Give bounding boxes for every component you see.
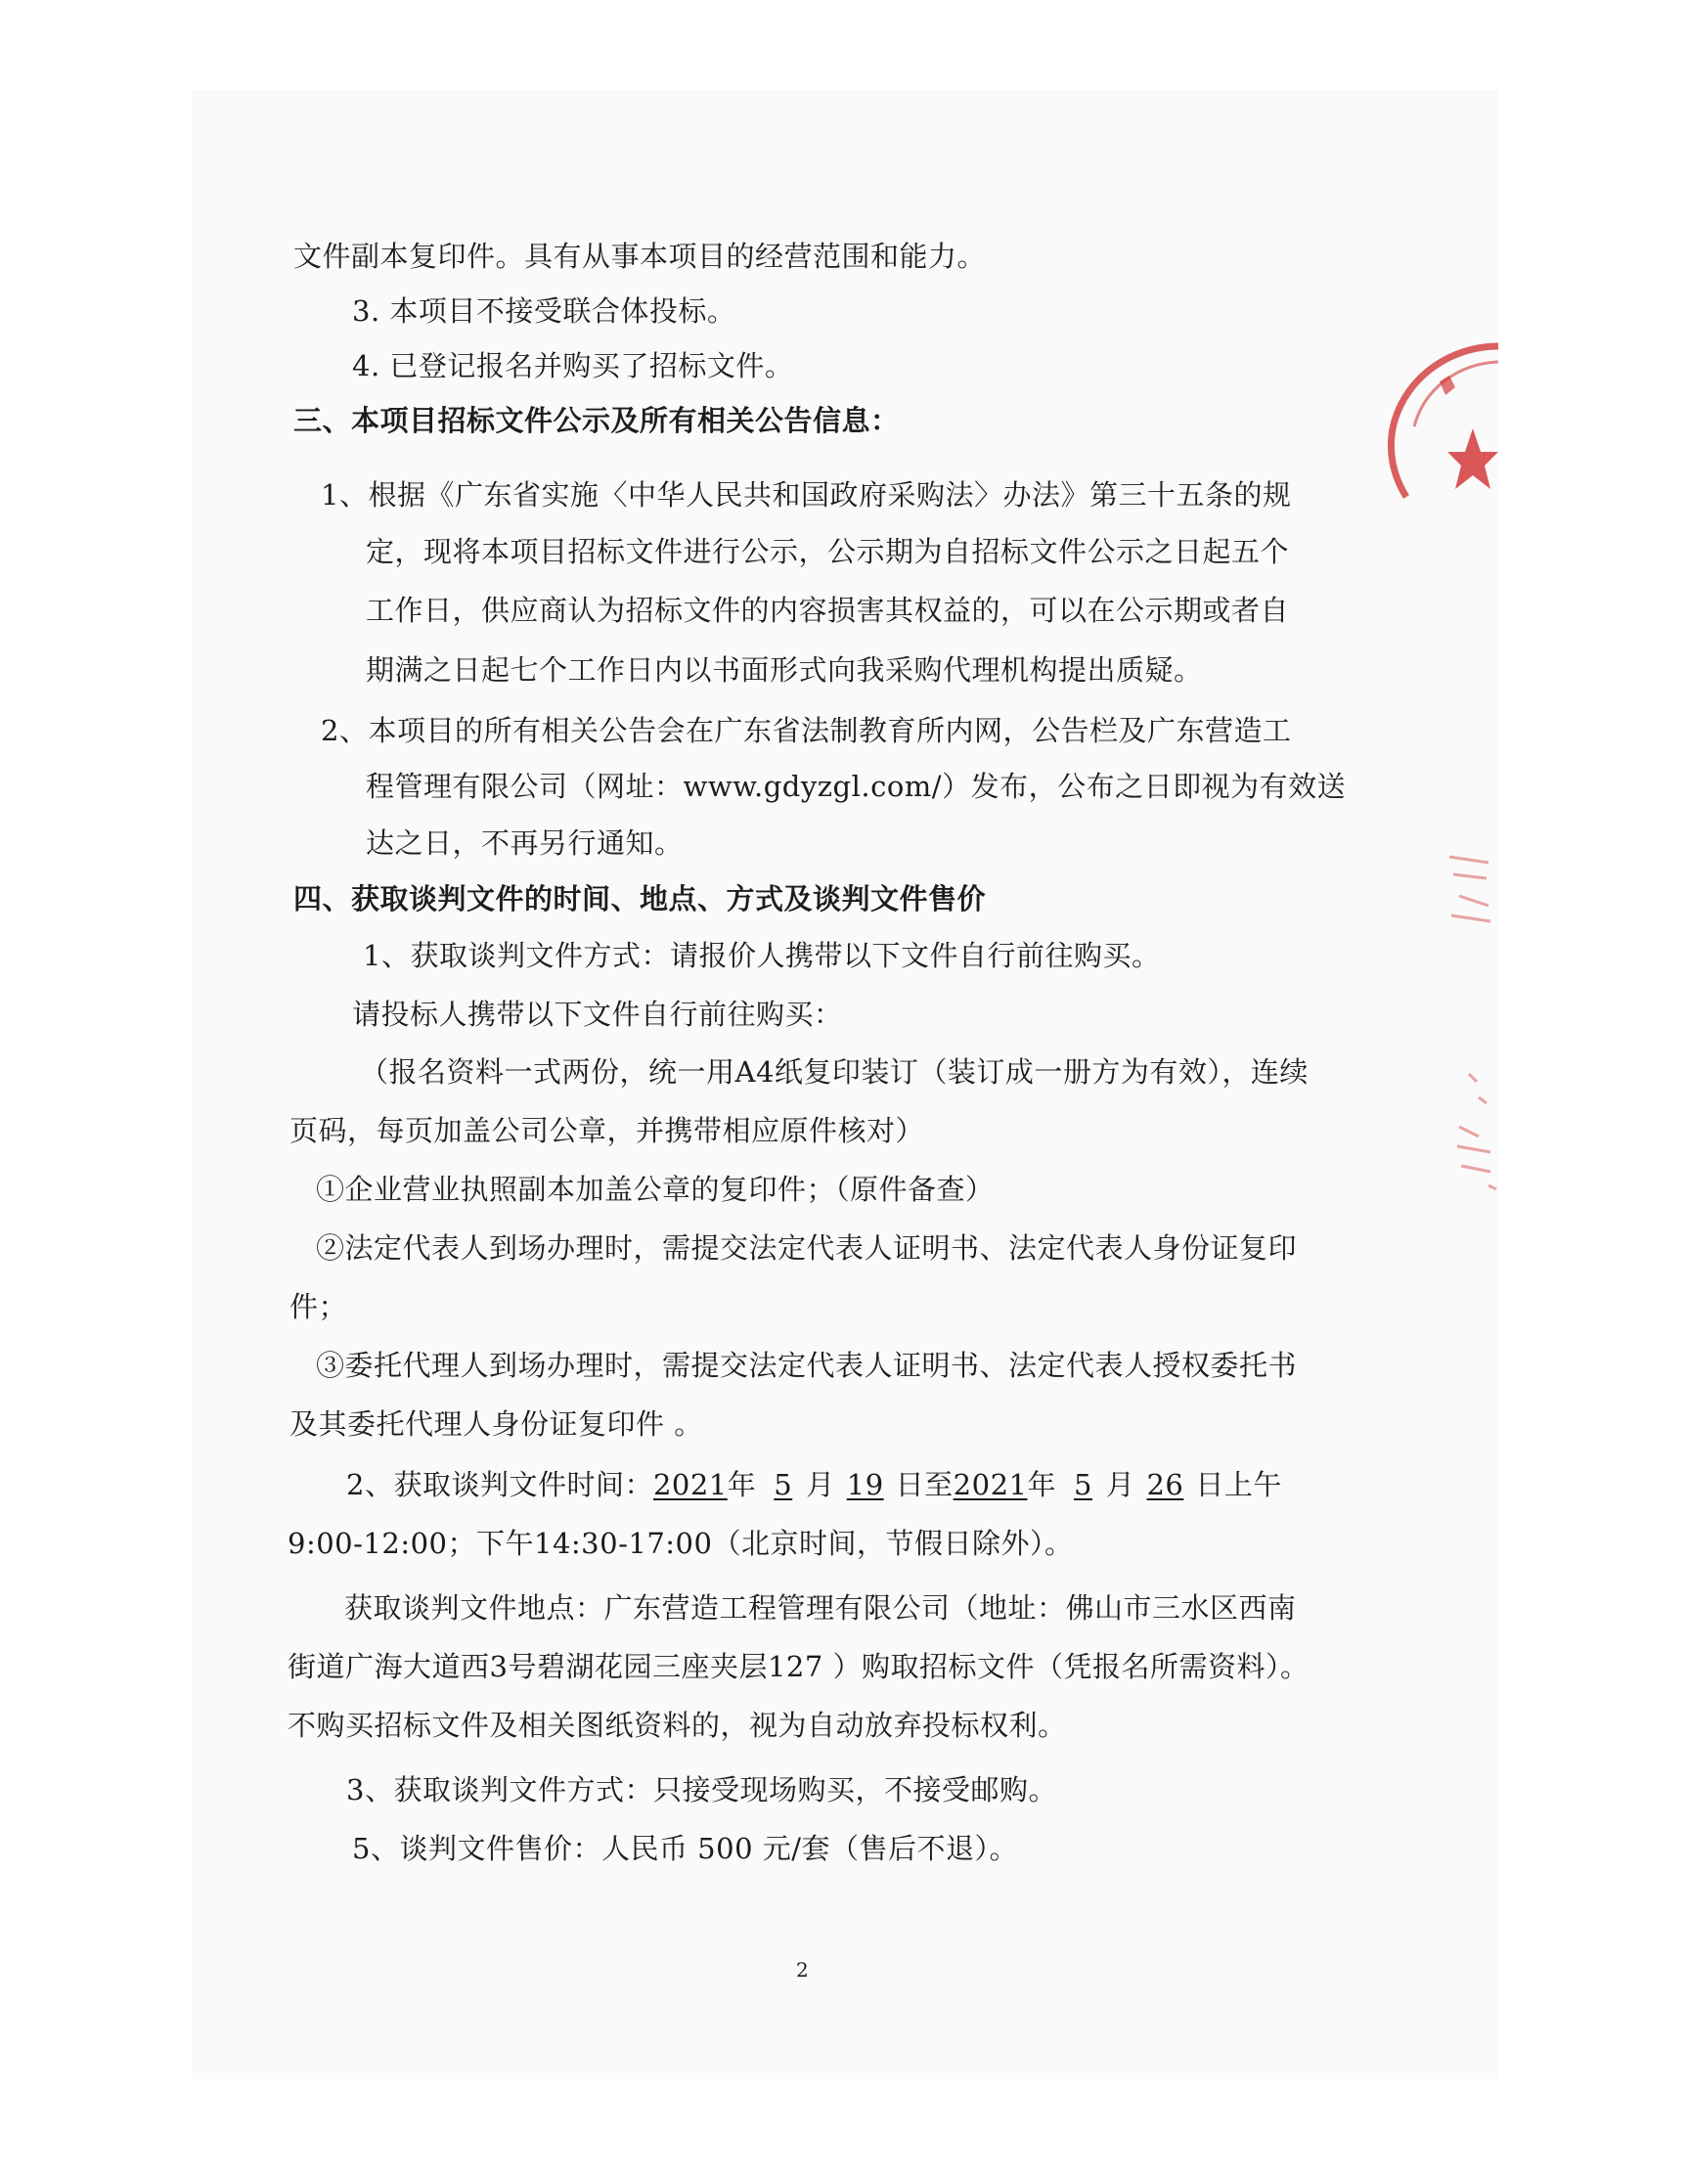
text-line: ①企业营业执照副本加盖公章的复印件；（原件备查）: [316, 1173, 995, 1206]
text-line: 街道广海大道西3号碧湖花园三座夹层127 ）购取招标文件（凭报名所需资料）。: [288, 1650, 1310, 1683]
text-line: 4. 已登记报名并购买了招标文件。: [352, 349, 794, 382]
text-line: 5、谈判文件售价：人民币 500 元/套（售后不退）。: [352, 1832, 1019, 1865]
page-number: 2: [796, 1958, 809, 1982]
start-day: 19: [846, 1468, 884, 1501]
start-month: 5: [774, 1468, 793, 1501]
text-line: 达之日，不再另行通知。: [366, 826, 684, 860]
start-year: 2021: [652, 1468, 728, 1501]
red-seal-icon: [1383, 342, 1498, 499]
red-seal-fragment-icon: [1440, 847, 1498, 925]
text-line: 2、本项目的所有相关公告会在广东省法制教育所内网，公告栏及广东营造工: [321, 714, 1292, 747]
red-seal-fragment-icon: [1440, 1068, 1498, 1195]
end-day: 26: [1146, 1468, 1184, 1501]
text-line: （报名资料一式两份，统一用A4纸复印装订（装订成一册方为有效），连续: [360, 1055, 1309, 1089]
time-line: [346, 1465, 1282, 1504]
text-line: 3、获取谈判文件方式：只接受现场购买，不接受邮购。: [346, 1773, 1057, 1806]
text-line: 工作日，供应商认为招标文件的内容损害其权益的，可以在公示期或者自: [366, 594, 1290, 627]
document-page: [192, 90, 1498, 2079]
to-text: 日至: [895, 1468, 954, 1501]
section-heading-3: 三、本项目招标文件公示及所有相关公告信息：: [293, 404, 900, 437]
year-unit: 年: [727, 1468, 757, 1501]
year-unit: 年: [1027, 1468, 1056, 1501]
text-line: ②法定代表人到场办理时，需提交法定代表人证明书、法定代表人身份证复印: [316, 1231, 1298, 1265]
time-suffix: 日上午: [1195, 1468, 1282, 1501]
text-line: 3. 本项目不接受联合体投标。: [352, 294, 736, 328]
month-unit: 月: [806, 1468, 835, 1501]
text-line: ③委托代理人到场办理时，需提交法定代表人证明书、法定代表人授权委托书: [316, 1349, 1298, 1382]
month-unit: 月: [1105, 1468, 1135, 1501]
text-line: 及其委托代理人身份证复印件 。: [289, 1407, 703, 1441]
text-line: 程管理有限公司（网址：www.gdyzgl.com/）发布，公布之日即视为有效送: [366, 770, 1347, 803]
text-line: 1、根据《广东省实施〈中华人民共和国政府采购法〉办法》第三十五条的规: [321, 478, 1292, 512]
text-line: 1、获取谈判文件方式：请报价人携带以下文件自行前往购买。: [363, 939, 1161, 972]
text-line: 页码，每页加盖公司公章，并携带相应原件核对）: [289, 1114, 925, 1147]
text-line: 请投标人携带以下文件自行前往购买：: [352, 998, 843, 1031]
text-line: 获取谈判文件地点：广东营造工程管理有限公司（地址：佛山市三水区西南: [344, 1591, 1297, 1625]
text-line: 9:00-12:00；下午14:30-17:00（北京时间，节假日除外）。: [288, 1527, 1074, 1560]
time-prefix: 2、获取谈判文件时间：: [346, 1468, 653, 1501]
section-heading-4: 四、获取谈判文件的时间、地点、方式及谈判文件售价: [293, 882, 987, 915]
text-line: 文件副本复印件。具有从事本项目的经营范围和能力。: [293, 240, 987, 273]
text-line: 定，现将本项目招标文件进行公示，公示期为自招标文件公示之日起五个: [366, 535, 1290, 568]
end-year: 2021: [953, 1468, 1028, 1501]
text-line: 件；: [289, 1290, 348, 1323]
end-month: 5: [1074, 1468, 1092, 1501]
text-line: 期满之日起七个工作日内以书面形式向我采购代理机构提出质疑。: [366, 653, 1203, 687]
text-line: 不购买招标文件及相关图纸资料的，视为自动放弃投标权利。: [288, 1709, 1067, 1742]
